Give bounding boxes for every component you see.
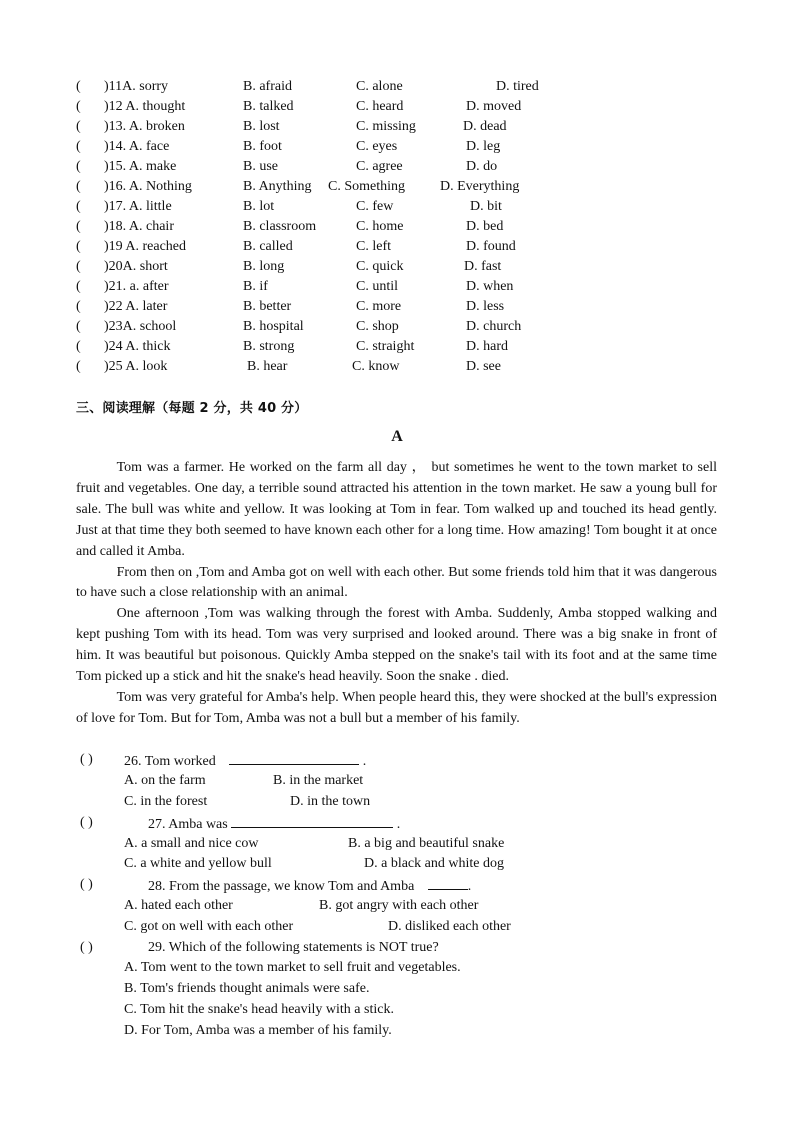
option-d: D. do bbox=[466, 159, 498, 174]
option-d: D. moved bbox=[466, 99, 522, 114]
question-stem bbox=[148, 813, 400, 835]
option-a: )18. A. chair bbox=[104, 219, 174, 234]
option-b: B. if bbox=[243, 279, 268, 294]
option-c: C. in the forest bbox=[124, 794, 208, 809]
answer-paren: ( bbox=[76, 259, 81, 274]
option-a: )17. A. little bbox=[104, 199, 172, 214]
answer-paren: ( ) bbox=[80, 752, 93, 767]
passage-title: A bbox=[391, 428, 403, 445]
option-a: )25 A. look bbox=[104, 359, 168, 374]
option-a: )14. A. face bbox=[104, 139, 170, 154]
option-c: C. more bbox=[356, 299, 402, 314]
option-c: C. missing bbox=[356, 119, 416, 134]
question-text: 27. Amba was bbox=[148, 817, 228, 832]
option-c: C. heard bbox=[356, 99, 404, 114]
answer-paren: ( bbox=[76, 239, 81, 254]
option-b: B. long bbox=[243, 259, 285, 274]
question-text: 29. Which of the following statements is NOT true? bbox=[148, 940, 439, 955]
option-a: A. Tom went to the town market to sell fruit and vegetables. bbox=[124, 960, 461, 975]
option-b: B. afraid bbox=[243, 79, 292, 94]
option-b: B. got angry with each other bbox=[319, 898, 479, 913]
option-b: B. called bbox=[243, 239, 293, 254]
option-c: C. a white and yellow bull bbox=[124, 856, 272, 871]
option-b: B. lot bbox=[243, 199, 275, 214]
option-a: A. a small and nice cow bbox=[124, 836, 259, 851]
answer-paren: ( ) bbox=[80, 877, 93, 892]
option-a: )13. A. broken bbox=[104, 119, 185, 134]
option-c: C. Something bbox=[328, 179, 406, 194]
option-b: B. use bbox=[243, 159, 278, 174]
option-b: B. lost bbox=[243, 119, 280, 134]
option-d: D. church bbox=[466, 319, 522, 334]
answer-paren: ( bbox=[76, 199, 81, 214]
option-d: D. hard bbox=[466, 339, 508, 354]
option-c: C. home bbox=[356, 219, 404, 234]
option-c: C. left bbox=[356, 239, 391, 254]
option-c: C. Tom hit the snake's head heavily with a stick. bbox=[124, 1002, 394, 1017]
option-a: )23A. school bbox=[104, 319, 177, 334]
answer-paren: ( bbox=[76, 359, 81, 374]
answer-blank bbox=[428, 875, 468, 890]
question-stem bbox=[148, 875, 471, 897]
option-b: B. foot bbox=[243, 139, 282, 154]
answer-paren: ( bbox=[76, 119, 81, 134]
option-a: )20A. short bbox=[104, 259, 168, 274]
option-c: C. know bbox=[352, 359, 400, 374]
option-d: D. a black and white dog bbox=[364, 856, 504, 871]
answer-paren: ( bbox=[76, 219, 81, 234]
option-b: B. a big and beautiful snake bbox=[348, 836, 505, 851]
option-c: C. agree bbox=[356, 159, 403, 174]
answer-paren: ( bbox=[76, 79, 81, 94]
option-d: D. when bbox=[466, 279, 514, 294]
question-text: 26. Tom worked bbox=[124, 754, 216, 769]
option-c: C. eyes bbox=[356, 139, 398, 154]
option-d: D. less bbox=[466, 299, 505, 314]
answer-paren: ( bbox=[76, 139, 81, 154]
question-stem bbox=[124, 750, 366, 772]
question-end: . bbox=[362, 754, 367, 769]
option-d: D. For Tom, Amba was a member of his family. bbox=[124, 1023, 392, 1038]
option-b: B. better bbox=[243, 299, 292, 314]
passage-paragraph: Tom was a farmer. He worked on the farm all day ， but sometimes he went to the town market to sell fruit and vegetables. One day, a terrible sound attracted his attention in the town market. He saw a young bull for sale. The bull was white and yellow. It was looking at Tom in fear. Tom walked up and touched its head gently. Just at that time they both seemed to have known each other for a long time. How amazing! Tom bought it at once and called it Amba. bbox=[76, 460, 717, 559]
question-end: . bbox=[467, 879, 472, 894]
section-title: 三、阅读理解（每题 2 分，共 40 分） bbox=[76, 401, 308, 416]
option-a: )24 A. thick bbox=[104, 339, 171, 354]
question-end: . bbox=[396, 817, 401, 832]
option-a: )15. A. make bbox=[104, 159, 177, 174]
option-d: D. leg bbox=[466, 139, 501, 154]
answer-paren: ( bbox=[76, 279, 81, 294]
option-b: B. hospital bbox=[243, 319, 304, 334]
answer-paren: ( bbox=[76, 319, 81, 334]
answer-paren: ( bbox=[76, 299, 81, 314]
passage-paragraph: One afternoon ,Tom was walking through the forest with Amba. Suddenly, Amba stopped walking and kept pushing Tom with its head. Tom was very surprised and looked around. There was a big snake in front of him. It was beautiful but poisonous. Quickly Amba stepped on the snake's tail with its foot and at the same time Tom picked up a stick and hit the snake's head heavily. Soon the snake . died. bbox=[76, 606, 717, 685]
option-a: A. on the farm bbox=[124, 773, 206, 788]
option-c: C. shop bbox=[356, 319, 399, 334]
answer-blank bbox=[229, 750, 359, 765]
option-c: C. few bbox=[356, 199, 394, 214]
option-b: B. Tom's friends thought animals were safe. bbox=[124, 981, 370, 996]
option-d: D. tired bbox=[496, 79, 539, 94]
option-d: D. in the town bbox=[290, 794, 371, 809]
option-d: D. Everything bbox=[440, 179, 520, 194]
option-c: C. straight bbox=[356, 339, 415, 354]
question-text: 28. From the passage, we know Tom and Amba bbox=[148, 879, 415, 894]
option-a: A. hated each other bbox=[124, 898, 233, 913]
passage-paragraph: From then on ,Tom and Amba got on well with each other. But some friends told him that it was dangerous to have such a close relationship with an animal. bbox=[76, 564, 717, 601]
option-a: )21. a. after bbox=[104, 279, 169, 294]
option-a: )22 A. later bbox=[104, 299, 168, 314]
passage-paragraph: Tom was very grateful for Amba's help. When people heard this, they were shocked at the bull's expression of love for Tom. But for Tom, Amba was not a bull but a member of his family. bbox=[76, 689, 717, 726]
option-b: B. Anything bbox=[243, 179, 312, 194]
option-a: )19 A. reached bbox=[104, 239, 187, 254]
answer-paren: ( bbox=[76, 99, 81, 114]
option-b: B. strong bbox=[243, 339, 295, 354]
option-a: )12 A. thought bbox=[104, 99, 186, 114]
option-a: )16. A. Nothing bbox=[104, 179, 192, 194]
answer-paren: ( bbox=[76, 179, 81, 194]
option-b: B. in the market bbox=[273, 773, 364, 788]
answer-paren: ( bbox=[76, 339, 81, 354]
option-b: B. talked bbox=[243, 99, 294, 114]
option-b: B. hear bbox=[247, 359, 288, 374]
option-c: C. got on well with each other bbox=[124, 919, 294, 934]
option-d: D. bit bbox=[470, 199, 502, 214]
option-a: )11A. sorry bbox=[104, 79, 169, 94]
option-d: D. fast bbox=[464, 259, 502, 274]
answer-paren: ( ) bbox=[80, 815, 93, 830]
option-c: C. until bbox=[356, 279, 399, 294]
option-d: D. see bbox=[466, 359, 501, 374]
answer-blank bbox=[231, 813, 393, 828]
option-c: C. quick bbox=[356, 259, 404, 274]
answer-paren: ( bbox=[76, 159, 81, 174]
reading-passage bbox=[76, 458, 717, 730]
option-d: D. dead bbox=[463, 119, 507, 134]
option-b: B. classroom bbox=[243, 219, 317, 234]
option-c: C. alone bbox=[356, 79, 403, 94]
answer-paren: ( ) bbox=[80, 940, 93, 955]
option-d: D. found bbox=[466, 239, 516, 254]
option-d: D. bed bbox=[466, 219, 504, 234]
option-d: D. disliked each other bbox=[388, 919, 511, 934]
